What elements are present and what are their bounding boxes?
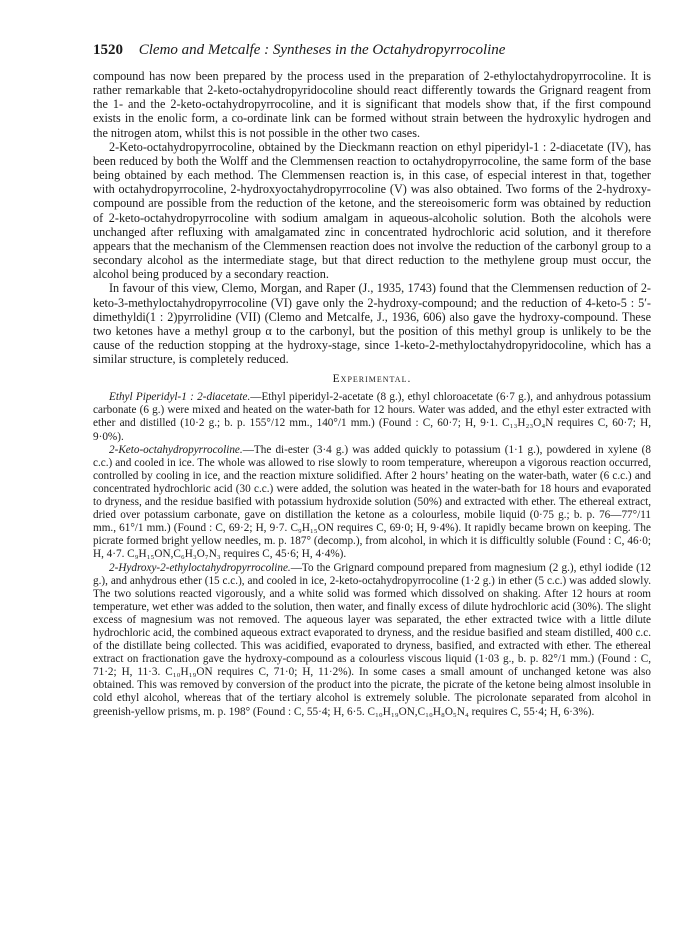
running-header (93, 42, 651, 59)
procedure-title: 2-Keto-octahydropyrrocoline. (109, 443, 243, 456)
procedure-title: 2-Hydroxy-2-ethyloctahydropyrrocoline. (109, 561, 291, 574)
running-title: Clemo and Metcalfe : Syntheses in the Octahydropyrrocoline (138, 42, 506, 58)
procedure-body: —The di-ester (3·4 g.) was added quickly to potassium (1·1 g.), powdered in xylene (8 c.c.) and cooled in ice. The whole was allowed to rise slowly to room temperature, whereupon a vigorous reaction occurred, controlled by cooling in ice, and the reaction mixture solidified. After 2 hours’ heating on the water-bath, water (6 c.c.) and concentrated hydrochloric acid (30 c.c.) were added, the solution was heated in the water-bath for 18 hours and evaporated to dryness, and the residue basified with potassium hydroxide solution (50%) and extracted with ether. The ethereal extract, dried over potassium carbonate, gave on distillation the ketone as a colourless, mobile liquid (0·75 g.; b. p. 76—77°/11 mm., 61°/1 mm.) (Found : C, 69·2; H, 9·7. C₉H₁₅ON requires C, 69·0; H, 9·4%). It rapidly became brown on keeping. The picrate formed bright yellow needles, m. p. 187° (decomp.), from alcohol, in which it is difficultly soluble (Found : C, 46·0; H, 4·7. C₉H₁₅ON,C₆H₃O₇N₃ requires C, 45·6; H, 4·4%). (93, 443, 651, 561)
experimental-paragraph (93, 444, 651, 562)
procedure-body: —To the Grignard compound prepared from magnesium (2 g.), ethyl iodide (12 g.), and anhydrous ether (15 c.c.), and cooled in ice, 2-keto-octahydropyrrocoline (1·2 g.) in ether (5 c.c.) was added slowly. The two solutions reacted vigorously, and a white solid was formed which dissolved on shaking. After 12 hours at room temperature, wet ether was added to the solution, then water, and finally excess of dilute hydrochloric acid (30%). The slight excess of magnesium was not removed. The aqueous layer was separated, the ether extracted twice with a little dilute hydrochloric acid, the combined aqueous extract evaporated to dryness, and the residue basified and steam distilled, 400 c.c. of the distillate being collected. This was acidified, evaporated to dryness, basified, and extracted with ether. The ethereal extract on fractionation gave the hydroxy-compound as a colourless viscous liquid (1·03 g., b. p. 82°/1 mm.) (Found : C, 71·2; H, 11·3. C₁₀H₁₉ON requires C, 71·0; H, 11·2%). In some cases a small amount of unchanged ketone was also obtained. This was removed by conversion of the product into the picrate, the picrate of the ketone being almost insoluble in cold ethyl alcohol, whereas that of the tertiary alcohol is extremely soluble. The picrolonate separated from alcohol in greenish-yellow prisms, m. p. 198° (Found : C, 55·4; H, 6·5. C₁₀H₁₉ON,C₁₀H₈O₅N₄ requires C, 55·4; H, 6·3%). (93, 561, 651, 718)
experimental-paragraph (93, 391, 651, 443)
section-heading: Experimental. (332, 373, 412, 386)
procedure-body: —Ethyl piperidyl-2-acetate (8 g.), ethyl chloroacetate (6·7 g.), and anhydrous potassium carbonate (6 g.) were mixed and heated on the water-bath for 12 hours. Water was added, and the ethyl ester extracted with ether and distilled (10·2 g.; b. p. 155°/12 mm., 140°/1 mm.) (Found : C, 60·7; H, 9·1. C₁₃H₂₃O₄N requires C, 60·7; H, 9·0%). (93, 391, 651, 443)
paragraph: compound has now been prepared by the process used in the preparation of 2-ethyloctahydropyrrocoline. It is rather remarkable that 2-keto-octahydropyridocoline should react differently towards the Grignard reagent from the 1- and the 2-keto-octahydropyrrocoline, and it is significant that models show that, if the first compound exists in the enolic form, a co-ordinate link can be formed without strain between the hydroxylic hydrogen and the nitrogen atom, whilst this is not possible in the other two cases. (93, 69, 651, 140)
download-watermark (2, 40, 24, 640)
page-number: 1520 (93, 42, 123, 58)
experimental-paragraph (93, 562, 651, 719)
procedure-title: Ethyl Piperidyl-1 : 2-diacetate. (109, 391, 251, 404)
paragraph: In favour of this view, Clemo, Morgan, and Raper (J., 1935, 1743) found that the Clemmensen reduction of 2-keto-3-methyloctahydropyrrocoline (VI) gave only the 2-hydroxy-compound; and the reduction of 4-keto-5 : 5′-dimethyldi(1 : 2)pyrrolidine (VII) (Clemo and Metcalfe, J., 1936, 606) also gave the hydroxy-compound. These two ketones have a methyl group α to the carbonyl, but the position of this methyl group is unlikely to be the cause of the reduction stopping at the hydroxy-stage, since 1-keto-2-methyloctahydropyridocoline, which has a similar structure, is completely reduced. (93, 281, 651, 367)
paragraph: 2-Keto-octahydropyrrocoline, obtained by the Dieckmann reaction on ethyl piperidyl-1 : 2-diacetate (IV), has been reduced by both the Wolff and the Clemmensen reaction to octahydropyrrocoline, the same form of the base being obtained by each method. The Clemmensen reaction is, in this case, of especial interest in that, together with octahydropyrrocoline, 2-hydroxyoctahydropyrrocoline (V) was also obtained. Two forms of the 2-hydroxy-compound are possible from the reduction of the ketone, and the stereoisomeric form was obtained by reduction of 2-keto-octahydropyrrocoline with sodium amalgam in aqueous-alcoholic solution. Both the alcohols were unchanged after refluxing with amalgamated zinc in concentrated hydrochloric acid solution, and it therefore appears that the mechanism of the Clemmensen reaction does not involve the reduction of the carbonyl group to a secondary alcohol as the intermediate stage, but that direct reduction to the methylene group must occur, the alcohol being produced by a secondary reaction. (93, 139, 651, 282)
paper-page (93, 42, 651, 719)
